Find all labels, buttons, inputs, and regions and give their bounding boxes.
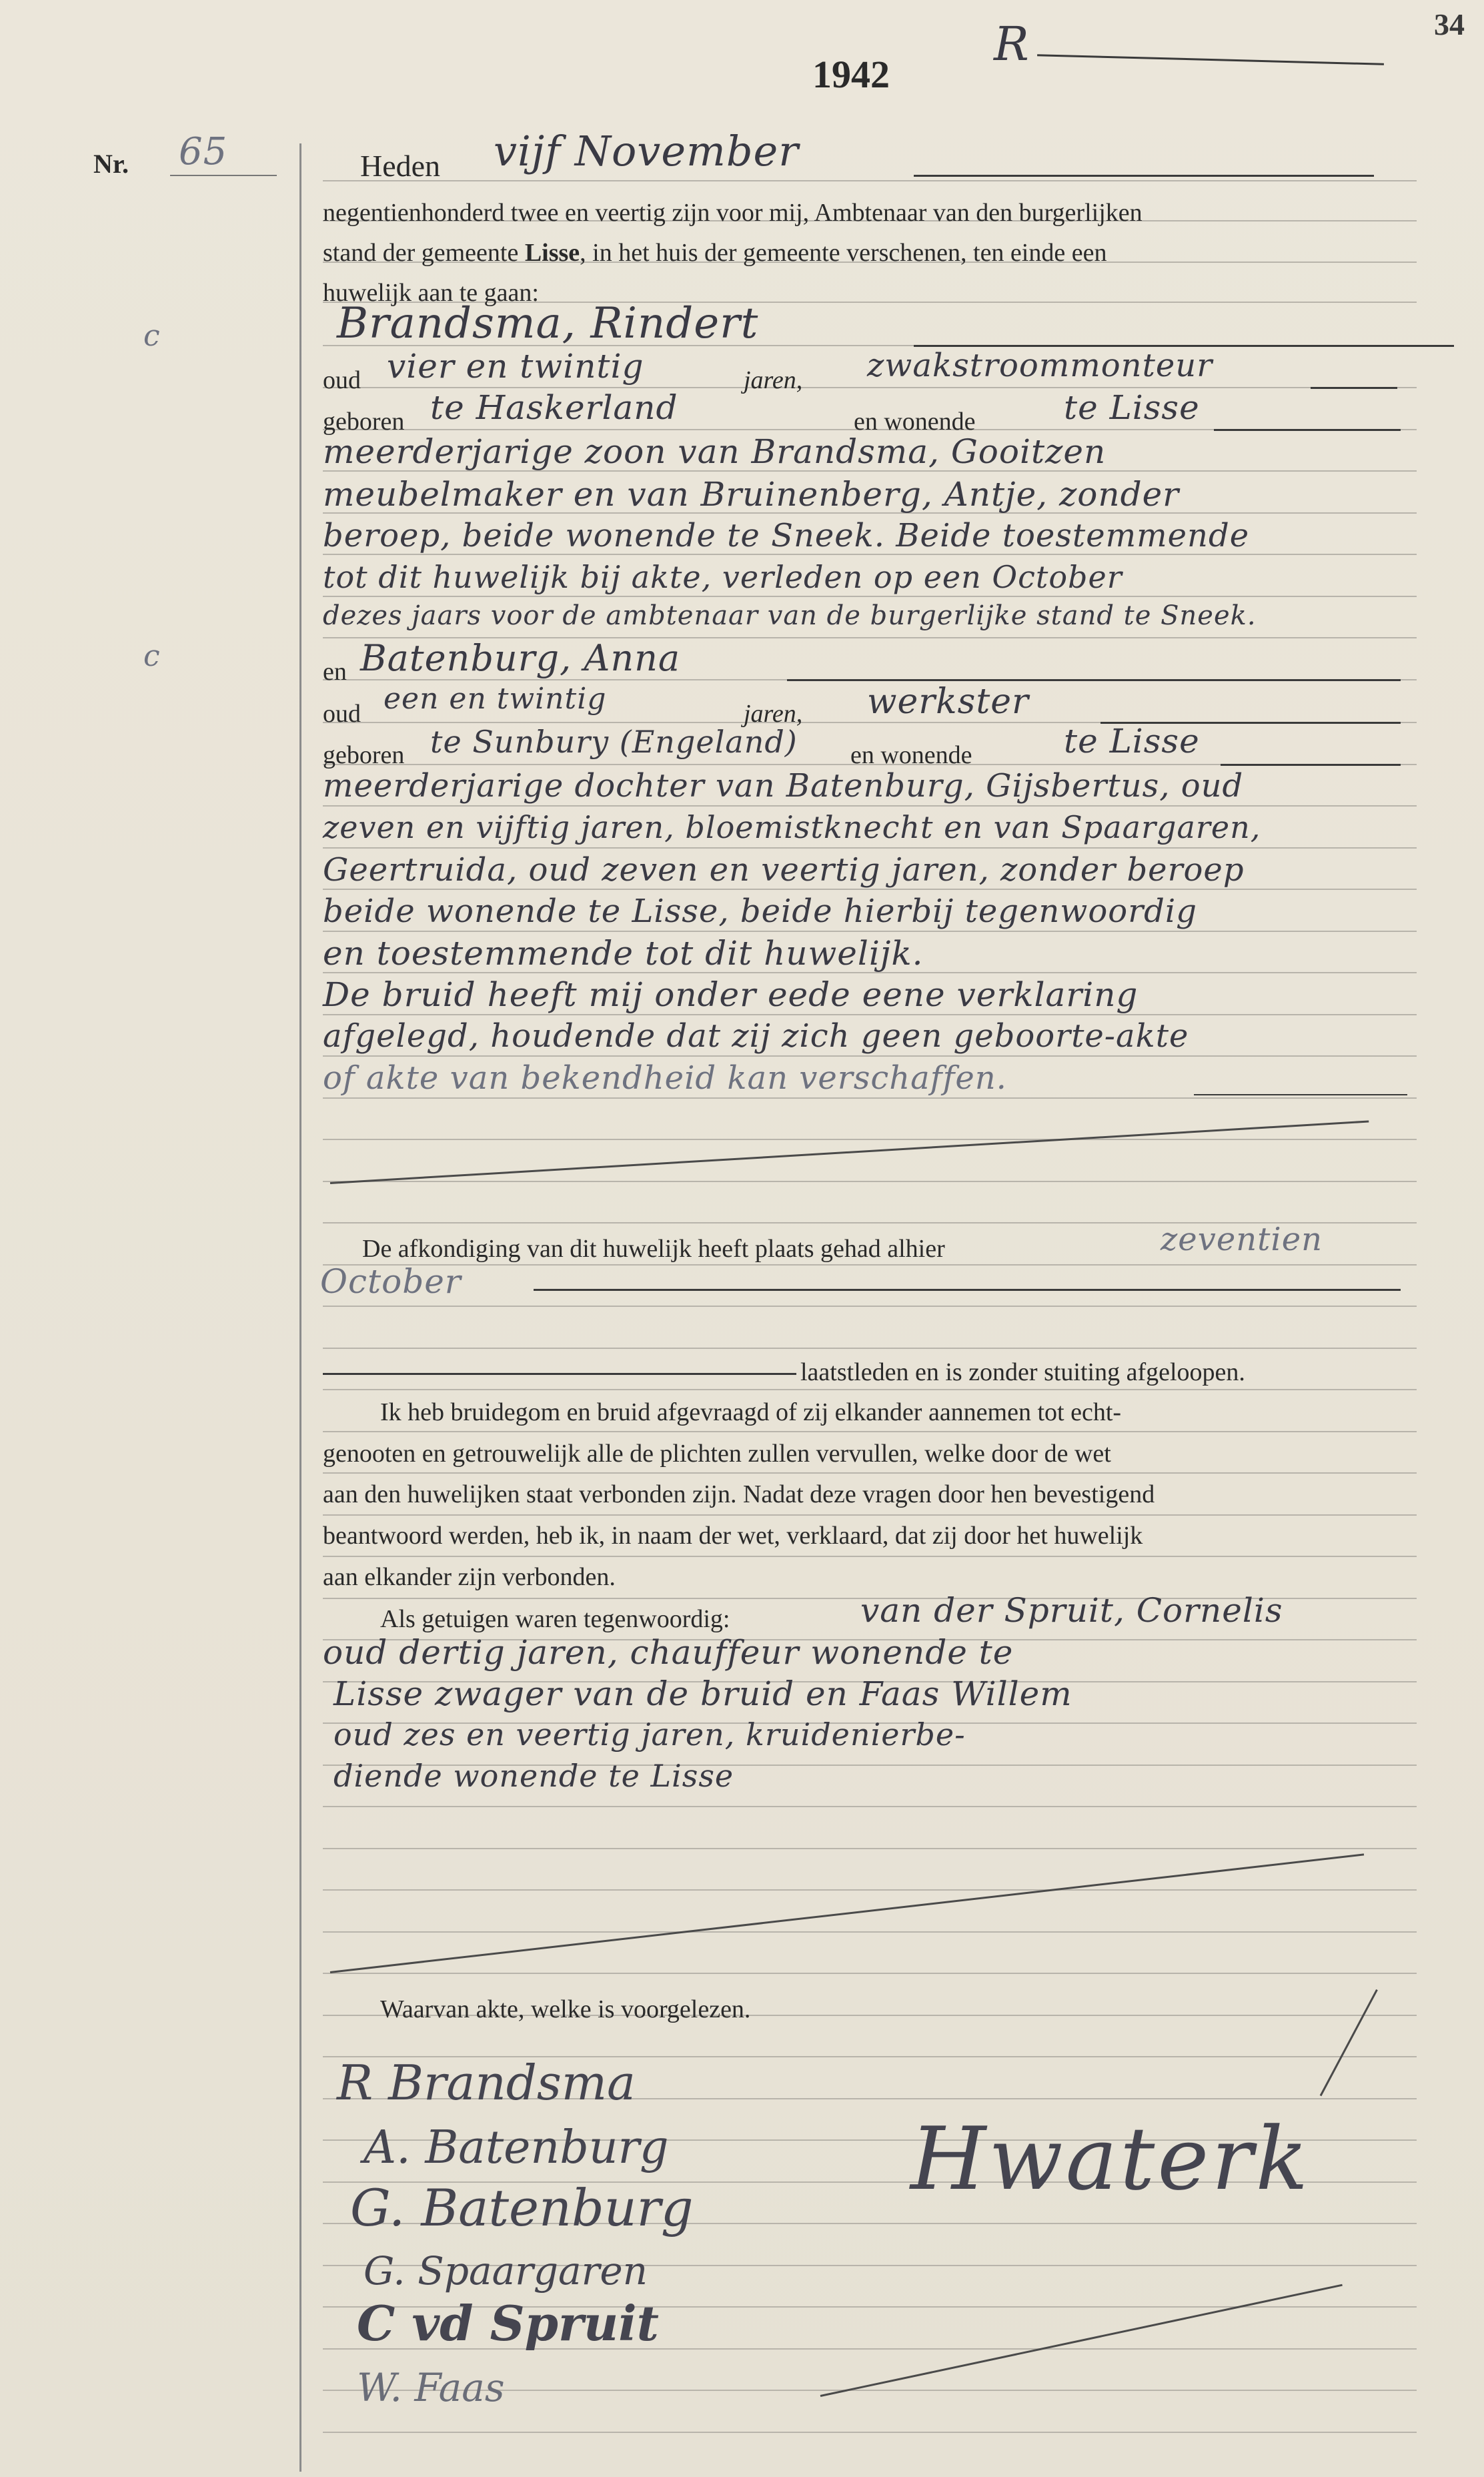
bride-detail-line: Geertruida, oud zeven en veertig jaren, zonder beroep — [323, 851, 1245, 889]
rule — [323, 1055, 1417, 1057]
groom-residence-underline — [1214, 429, 1401, 431]
signature-witness: G. Spaargaren — [363, 2248, 648, 2294]
groom-birthplace: te Haskerland — [430, 388, 678, 427]
rule — [323, 1014, 1417, 1015]
proclamation-date-part1: zeventien — [1161, 1221, 1323, 1258]
bride-oud-label: oud — [323, 700, 361, 728]
page-number: 34 — [1434, 7, 1465, 41]
bride-detail-line: beide wonende te Lisse, beide hierbij tegenwoordig — [323, 893, 1197, 930]
bride-declaration-line: afgelegd, houdende dat zij zich geen geboorte-akte — [323, 1017, 1189, 1055]
groom-geboren-label: geboren — [323, 408, 405, 436]
groom-detail-line: dezes jaars voor de ambtenaar van de burgerlijke stand te Sneek. — [323, 600, 1257, 631]
bride-residence: te Lisse — [1064, 722, 1200, 761]
rule — [323, 1514, 1417, 1516]
signature-witness: W. Faas — [357, 2365, 505, 2410]
rule — [323, 1931, 1417, 1933]
declaration-end-stroke — [1194, 1094, 1407, 1095]
rule — [323, 2432, 1417, 2433]
rule — [323, 1139, 1417, 1140]
witness-line: diende wonende te Lisse — [333, 1758, 734, 1794]
rule — [323, 1431, 1417, 1432]
proclamation-text: De afkondiging van dit huwelijk heeft plaats gehad alhier — [362, 1235, 945, 1263]
witness-line: Lisse zwager van de bruid en Faas Willem — [333, 1674, 1072, 1713]
proclamation-date-part2: October — [320, 1262, 462, 1301]
corner-mark: R — [994, 17, 1030, 71]
rule — [323, 180, 1417, 181]
rule — [323, 931, 1417, 932]
signature-groom: R Brandsma — [337, 2055, 636, 2111]
year-heading: 1942 — [812, 53, 890, 96]
rule — [323, 1806, 1417, 1807]
date-underline — [914, 175, 1374, 177]
bride-declaration-line: De bruid heeft mij onder eede eene verklaring — [323, 975, 1139, 1014]
declaration-line: beantwoord werden, heb ik, in naam der wet, verklaard, dat zij door het huwelijk — [323, 1522, 1143, 1550]
bride-detail-line: en toestemmende tot dit huwelijk. — [323, 934, 924, 973]
rule — [323, 1097, 1417, 1099]
registrar-flourish — [1320, 1989, 1378, 2096]
closing-text: Waarvan akte, welke is voorgelezen. — [380, 1995, 751, 2023]
bride-geboren-label: geboren — [323, 741, 405, 769]
groom-detail-line: meerderjarige zoon van Brandsma, Gooitzen — [323, 432, 1106, 471]
record-number-value: 65 — [179, 130, 228, 173]
witness-line: oud dertig jaren, chauffeur wonende te — [323, 1633, 1014, 1672]
groom-age: vier en twintig — [387, 347, 644, 386]
margin-mark: c — [143, 319, 161, 353]
rule — [323, 1973, 1417, 1974]
registrar-underline — [820, 2284, 1343, 2397]
bride-en-label: en — [323, 658, 347, 686]
signature-bride: A. Batenburg — [363, 2121, 669, 2174]
record-number-underline — [170, 175, 277, 176]
bride-detail-line: meerderjarige dochter van Batenburg, Gijsbertus, oud — [323, 767, 1244, 805]
intro-line: huwelijk aan te gaan: — [323, 279, 539, 307]
rule — [323, 847, 1417, 849]
rule — [323, 1472, 1417, 1474]
groom-detail-line: meubelmaker en van Bruinenberg, Antje, zonder — [323, 475, 1180, 514]
signature-witness: C vd Spruit — [357, 2295, 659, 2352]
signature-registrar: Hwaterk — [910, 2108, 1311, 2209]
rule — [323, 1556, 1417, 1557]
margin-rule — [299, 143, 301, 2472]
bride-residence-underline — [1221, 764, 1401, 766]
groom-name: Brandsma, Rindert — [337, 299, 759, 348]
bride-wonende-label: en wonende — [850, 741, 972, 769]
rule — [323, 1181, 1417, 1182]
witness-line: van der Spruit, Cornelis — [860, 1591, 1283, 1630]
rule — [323, 1264, 1417, 1266]
rule — [323, 889, 1417, 890]
groom-occupation: zwakstroommonteur — [867, 347, 1213, 384]
witnesses-label: Als getuigen waren tegenwoordig: — [380, 1605, 730, 1633]
bride-age: een en twintig — [384, 682, 607, 716]
intro-line: stand der gemeente Lisse, in het huis der gemeente verschenen, ten einde een — [323, 239, 1107, 267]
bride-occupation: werkster — [867, 682, 1029, 722]
witness-line: oud zes en veertig jaren, kruidenierbe- — [333, 1716, 966, 1753]
groom-residence: te Lisse — [1064, 388, 1200, 427]
rule — [323, 805, 1417, 807]
groom-jaren-label: jaren, — [744, 366, 803, 394]
strike-line — [330, 1120, 1369, 1184]
bride-name-underline — [787, 679, 1401, 681]
bride-jaren-label: jaren, — [744, 700, 803, 728]
groom-detail-line: tot dit huwelijk bij akte, verleden op een October — [323, 559, 1123, 595]
groom-detail-line: beroep, beide wonende te Sneek. Beide toestemmende — [323, 517, 1250, 554]
intro-line: negentienhonderd twee en veertig zijn voor mij, Ambtenaar van den burgerlijken — [323, 199, 1143, 227]
bride-declaration-line: of akte van bekendheid kan verschaffen. — [323, 1059, 1007, 1097]
declaration-line: Ik heb bruidegom en bruid afgevraagd of zij elkander aannemen tot echt- — [380, 1398, 1122, 1426]
bride-detail-line: zeven en vijftig jaren, bloemistknecht en van Spaargaren, — [323, 809, 1261, 845]
margin-mark: c — [143, 639, 161, 673]
marriage-date: vijf November — [494, 127, 799, 175]
rule — [323, 596, 1417, 597]
corner-mark-stroke — [1037, 54, 1384, 65]
rule — [323, 1389, 1417, 1390]
strike-line — [330, 1853, 1364, 1973]
rule — [323, 1848, 1417, 1849]
groom-wonende-label: en wonende — [854, 408, 976, 436]
declaration-line: aan den huwelijken staat verbonden zijn. Nadat deze vragen door hen bevestigend — [323, 1480, 1155, 1508]
heden-label: Heden — [360, 149, 441, 183]
groom-oud-label: oud — [323, 366, 361, 394]
groom-occupation-underline — [1311, 387, 1397, 389]
proclamation-underline — [323, 1373, 796, 1375]
signature-witness: G. Batenburg — [350, 2178, 694, 2238]
proclamation-closing: laatstleden en is zonder stuiting afgeloopen. — [800, 1358, 1245, 1386]
bride-name: Batenburg, Anna — [360, 637, 681, 679]
rule — [323, 1348, 1417, 1349]
proclamation-underline — [534, 1289, 1401, 1291]
rule — [323, 1889, 1417, 1891]
rule — [323, 1306, 1417, 1307]
declaration-line: genooten en getrouwelijk alle de plichten zullen vervullen, welke door de wet — [323, 1440, 1111, 1468]
bride-birthplace: te Sunbury (Engeland) — [430, 724, 798, 760]
declaration-line: aan elkander zijn verbonden. — [323, 1563, 616, 1591]
record-number-label: Nr. — [93, 149, 129, 179]
municipality: Lisse — [524, 239, 580, 267]
